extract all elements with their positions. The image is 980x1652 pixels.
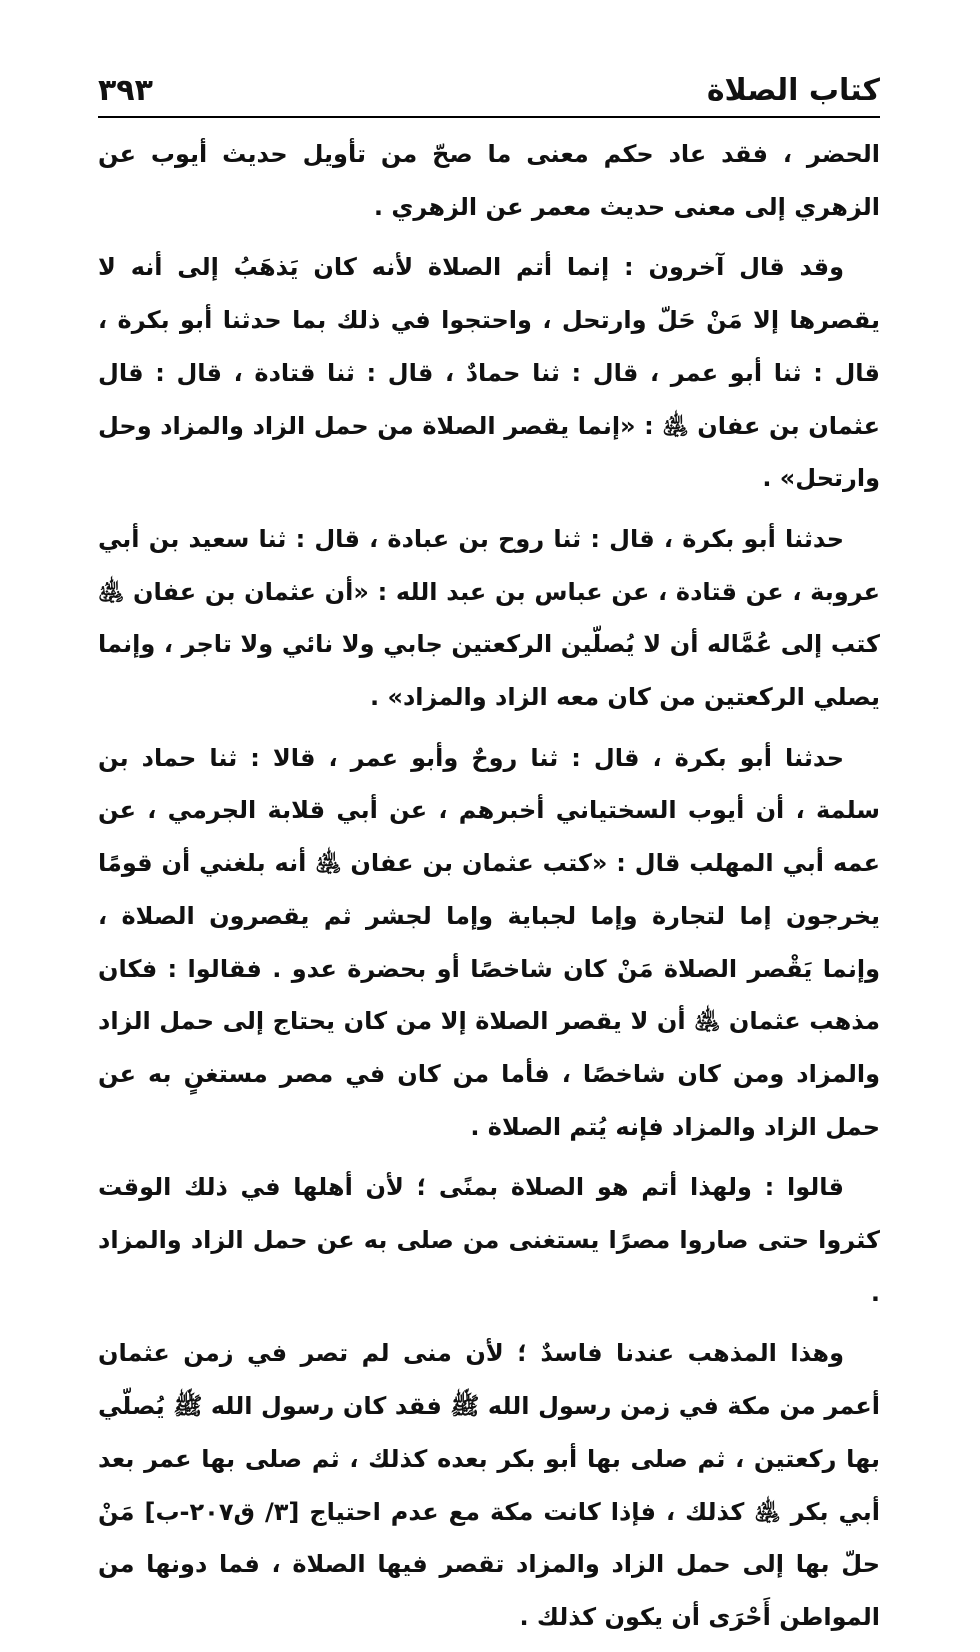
page-header bbox=[98, 58, 880, 108]
paragraph: الحضر ، فقد عاد حكم معنى ما صحّ من تأويل حديث أيوب عن الزهري إلى معنى حديث معمر عن الزهري . bbox=[98, 140, 880, 221]
paragraph: وقد قال آخرون : إنما أتم الصلاة لأنه كان يَذهَبُ إلى أنه لا يقصرها إلا مَنْ حَلّ وارتحل ، واحتجوا في ذلك بما حدثنا أبو بكرة ، قال : ثنا أبو عمر ، قال : ثنا حمادٌ ، قال : ثنا قتادة ، قال : قال عثمان بن عفان ﵁ : «إنما يقصر الصلاة من حمل الزاد والمزاد وحل وارتحل» . bbox=[98, 253, 880, 493]
paragraph: حدثنا أبو بكرة ، قال : ثنا روح بن عبادة ، قال : ثنا سعيد بن أبي عروبة ، عن قتادة ، عن عباس بن عبد الله : «أن عثمان بن عفان ﵁ كتب إلى عُمَّاله أن لا يُصلّين الركعتين جابي ولا نائي ولا تاجر ، وإنما يصلي الركعتين من كان معه الزاد والمزاد» . bbox=[98, 524, 880, 712]
paragraph: وهذا المذهب عندنا فاسدٌ ؛ لأن منى لم تصر في زمن عثمان أعمر من مكة في زمن رسول الله ﷺ فقد كان رسول الله ﷺ يُصلّي بها ركعتين ، ثم صلى بها أبو بكر بعده كذلك ، ثم صلى بها عمر بعد أبي بكر ﵁ كذلك ، فإذا كانت مكة مع عدم احتياج [٣/ ق٢٠٧-ب] مَنْ حلّ بها إلى حمل الزاد والمزاد تقصر فيها الصلاة ، فما دونها من المواطن أَحْرَى أن يكون كذلك . bbox=[98, 1339, 881, 1631]
body-text bbox=[98, 128, 880, 1652]
book-title: كتاب الصلاة bbox=[706, 73, 880, 108]
header-divider bbox=[98, 116, 880, 118]
paragraph: حدثنا أبو بكرة ، قال : ثنا روحٌ وأبو عمر ، قالا : ثنا حماد بن سلمة ، أن أيوب السختياني أخبرهم ، عن أبي قلابة الجرمي ، عن عمه أبي المهلب قال : «كتب عثمان بن عفان ﵁ أنه بلغني أن قومًا يخرجون إما لتجارة وإما لجباية وإما لجشر ثم يقصرون الصلاة ، وإنما يَقْصر الصلاة مَنْ كان شاخصًا أو بحضرة عدو . فقالوا : فكان مذهب عثمان ﵁ أن لا يقصر الصلاة إلا من كان يحتاج إلى حمل الزاد والمزاد ومن كان شاخصًا ، فأما من كان في مصر مستغنٍ به عن حمل الزاد والمزاد فإنه يُتم الصلاة . bbox=[98, 743, 880, 1141]
paragraph: قالوا : ولهذا أتم هو الصلاة بمنًى ؛ لأن أهلها في ذلك الوقت كثروا حتى صاروا مصرًا يستغنى من صلى به عن حمل الزاد والمزاد . bbox=[98, 1173, 880, 1307]
page-number: ٣٩٣ bbox=[98, 73, 153, 108]
